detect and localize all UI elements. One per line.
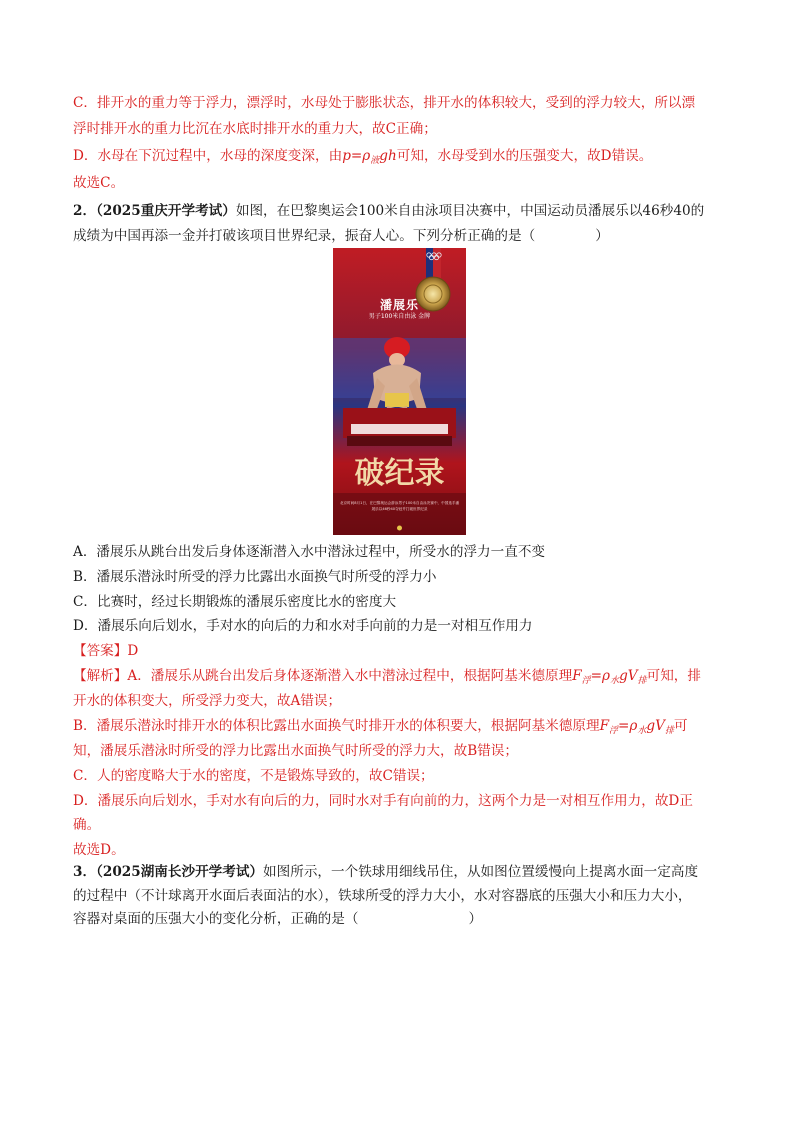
formula-V-b: V xyxy=(655,718,665,734)
formula-eq-b: = xyxy=(618,718,630,734)
formula-g-a: g xyxy=(619,668,628,684)
q2-stem-text1: 如图，在巴黎奥运会100米自由泳项目决赛中，中国运动员潘展乐以46秒40的 xyxy=(235,203,705,219)
q2-analysis-b-line1 xyxy=(73,716,688,741)
formula-F: F xyxy=(572,668,582,684)
q1-option-c-line2: 浮时排开水的重力比沉在水底时排开水的重力大，故C正确； xyxy=(73,121,437,137)
q1-option-c-line1: C．排开水的重力等于浮力，漂浮时，水母处于膨胀状态，排开水的体积较大，受到的浮力较大，所以漂 xyxy=(73,95,696,111)
q2-analysis-a-line1 xyxy=(73,666,701,691)
q1-option-d xyxy=(73,146,652,171)
q2-analysis-d-line2: 确。 xyxy=(73,817,101,833)
q2-stem-text2: 成绩为中国再添一金并打破该项目世界纪录，振奋人心。下列分析正确的是（ xyxy=(73,228,536,244)
q3-source: （2025湖南长沙开学考试） xyxy=(96,864,264,880)
formula-V-sub-b: 排 xyxy=(664,726,674,736)
formula-eq-a: = xyxy=(590,668,603,684)
formula-g-b: g xyxy=(646,718,656,734)
formula-rho-sub-a: 水 xyxy=(610,676,620,686)
formula-eq: = xyxy=(350,148,363,164)
formula-rho: ρ xyxy=(362,148,371,164)
q3-stem-line2: 的过程中（不计球离开水面后表面沾的水），铁球所受的浮力大小，水对容器底的压强大小和压力大小， xyxy=(73,888,692,904)
analysis-a-pre: A．潘展乐从跳台出发后身体逐渐潜入水中潜泳过程中，根据阿基米德原理 xyxy=(127,668,573,684)
q2-option-a: A．潘展乐从跳台出发后身体逐渐潜入水中潜泳过程中，所受水的浮力一直不变 xyxy=(73,544,546,560)
poster-athlete-name: 潘展乐 xyxy=(379,298,419,312)
q2-answer-choice: 故选D。 xyxy=(73,842,125,858)
formula-rho-a: ρ xyxy=(602,668,611,684)
formula-F-sub: 浮 xyxy=(581,676,591,686)
poster-subtitle: 男子100米自由泳 金牌 xyxy=(368,313,431,320)
formula-V-a: V xyxy=(627,668,638,684)
q2-source: （2025重庆开学考试） xyxy=(96,203,236,219)
poster-headline: 破纪录 xyxy=(354,456,445,491)
q3-stem-text1: 如图所示，一个铁球用细线吊住，从如图位置缓慢向上提离水面一定高度 xyxy=(263,864,699,880)
q2-analysis-a-line2: 开水的体积变大，所受浮力变大，故A错误； xyxy=(73,693,342,709)
q2-analysis-d-line1: D．潘展乐向后划水，手对水有向后的力，同时水对手有向前的力，这两个力是一对相互作用力，故D正 xyxy=(73,793,693,809)
formula-p: p xyxy=(342,148,351,164)
q2-analysis-c: C．人的密度略大于水的密度，不是锻炼导致的，故C错误； xyxy=(73,768,434,784)
q1-answer-choice: 故选C。 xyxy=(73,175,125,191)
q2-number: 2． xyxy=(73,203,97,219)
formula-rho-sub-b: 水 xyxy=(637,726,647,736)
q2-answer xyxy=(73,641,138,661)
poster-footer-text: 北京时间8月1日，在巴黎奥运会游泳男子100米自由泳决赛中，中国选手潘展乐以46秒40夺冠并打破世界纪录 xyxy=(339,501,460,511)
q2-option-d: D．潘展乐向后划水，手对水的向后的力和水对手向前的力是一对相互作用力 xyxy=(73,618,533,634)
q2-stem-line1 xyxy=(73,201,704,221)
q3-stem-close: ） xyxy=(468,911,483,927)
formula-rho-b: ρ xyxy=(629,718,638,734)
answer-value: D xyxy=(127,643,139,659)
q1-option-d-pre: D．水母在下沉过程中，水母的深度变深，由 xyxy=(73,148,343,164)
analysis-label: 【解析】 xyxy=(73,668,128,684)
analysis-b-post: 可 xyxy=(673,718,688,734)
q3-stem-text3: 容器对桌面的压强大小的变化分析，正确的是（ xyxy=(73,911,359,927)
formula-V-sub-a: 排 xyxy=(637,676,647,686)
q2-option-c: C．比赛时，经过长期锻炼的潘展乐密度比水的密度大 xyxy=(73,594,397,610)
q2-stem-close: ） xyxy=(595,228,609,244)
q1-option-d-post: 可知，水母受到水的压强变大，故D错误。 xyxy=(396,148,653,164)
q3-stem-line3 xyxy=(73,909,482,929)
q2-analysis-b-line2: 知，潘展乐潜泳时所受的浮力比露出水面换气时所受的浮力大，故B错误； xyxy=(73,743,518,759)
answer-label: 【答案】 xyxy=(73,643,128,659)
formula-rho-sub: 液 xyxy=(370,156,380,166)
swimmer-poster-image xyxy=(333,248,466,535)
formula-F-sub-b: 浮 xyxy=(609,726,619,736)
q2-stem-line2 xyxy=(73,226,609,246)
analysis-b-pre: B．潘展乐潜泳时排开水的体积比露出水面换气时排开水的体积要大，根据阿基米德原理 xyxy=(73,718,600,734)
q3-stem-line1 xyxy=(73,862,698,882)
analysis-a-post: 可知，排 xyxy=(646,668,701,684)
q3-number: 3． xyxy=(73,864,97,880)
formula-F-b: F xyxy=(599,718,609,734)
q2-option-b: B．潘展乐潜泳时所受的浮力比露出水面换气时所受的浮力小 xyxy=(73,569,437,585)
formula-gh: gh xyxy=(379,148,397,164)
